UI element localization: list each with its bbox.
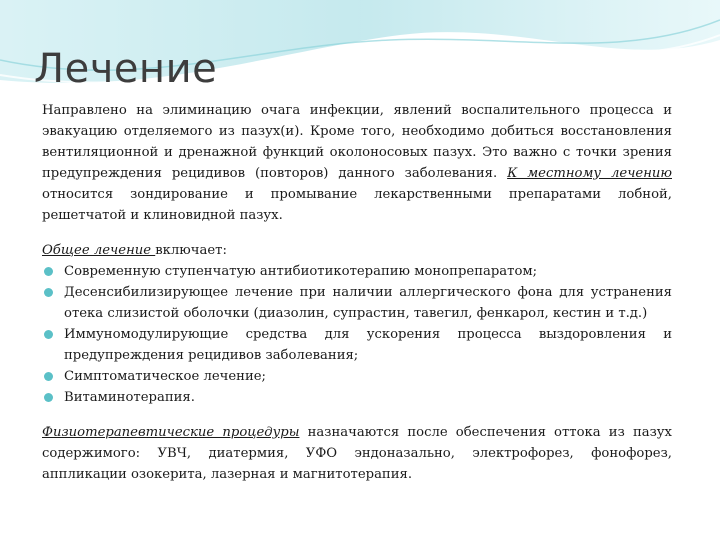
general-treatment-heading bbox=[42, 240, 672, 261]
list-item-text: Десенсибилизирующее лечение при наличии аллергического фона для устранения отека слизистой оболочки (диазолин, супрастин, тавегил, фенкарол, кестин и т.д.) bbox=[64, 285, 672, 321]
list-item-text: Витаминотерапия. bbox=[64, 390, 195, 405]
general-treatment-list bbox=[42, 261, 672, 408]
local-treatment-label: К местному лечению bbox=[507, 166, 672, 181]
physio-text: назначаются после обеспечения оттока из пазух содержимого: УВЧ, диатермия, УФО эндоназально, электрофорез, фонофорез, аппликации озокерита, лазерная и магнитотерапия. bbox=[42, 425, 672, 482]
list-item-text: Современную ступенчатую антибиотикотерапию монопрепаратом; bbox=[64, 264, 538, 279]
page-title: Лечение bbox=[34, 46, 218, 92]
bullet-icon bbox=[44, 267, 53, 276]
bullet-icon bbox=[44, 393, 53, 402]
list-item bbox=[42, 366, 672, 387]
bullet-icon bbox=[44, 372, 53, 381]
intro-text: Направлено на элиминацию очага инфекции, явлений воспалительного процесса и эвакуацию отделяемого из пазух(и). Кроме того, необходимо добиться восстановления вентиляционной и дренажной функций околоносовых пазух. Это важно с точки зрения предупреждения рецидивов (повторов) данного заболевания. bbox=[42, 103, 672, 181]
list-item bbox=[42, 282, 672, 324]
physio-paragraph bbox=[42, 422, 672, 485]
list-item bbox=[42, 387, 672, 408]
intro-paragraph bbox=[42, 100, 672, 226]
local-treatment-text: относится зондирование и промывание лекарственными препаратами лобной, решетчатой и клиновидной пазух. bbox=[42, 187, 672, 223]
general-treatment-label: Общее лечение bbox=[42, 243, 156, 258]
slide-body bbox=[42, 100, 672, 485]
bullet-icon bbox=[44, 330, 53, 339]
list-item bbox=[42, 324, 672, 366]
list-item bbox=[42, 261, 672, 282]
general-treatment-label-rest: включает: bbox=[155, 243, 227, 258]
list-item-text: Иммуномодулирующие средства для ускорения процесса выздоровления и предупреждения рецидивов заболевания; bbox=[64, 327, 672, 363]
physio-label: Физиотерапевтические процедуры bbox=[42, 425, 300, 440]
list-item-text: Симптоматическое лечение; bbox=[64, 369, 266, 384]
bullet-icon bbox=[44, 288, 53, 297]
